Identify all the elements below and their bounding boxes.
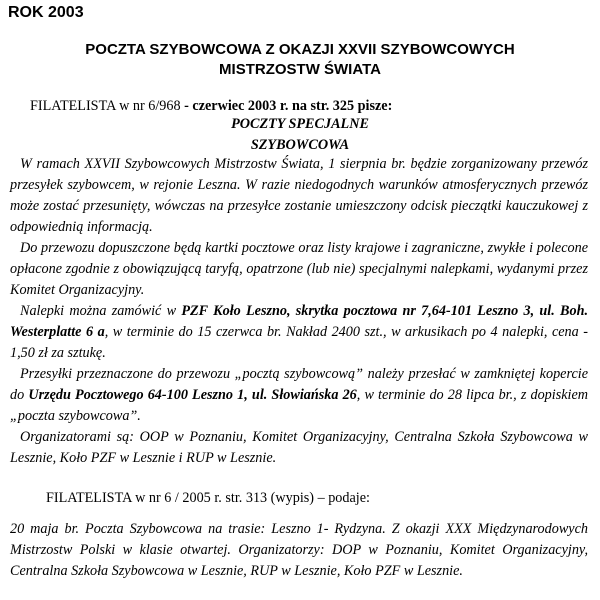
journal-name-2: FILATELISTA [46,490,132,506]
paragraph-2005: 20 maja br. Poczta Szybowcowa na trasie: Leszno 1- Rydzyna. Z okazji XXX Międzynarodowych Mistrzostw Polski w klasie otwartej. Organizatorzy: DOP w Poznaniu, Komitet Organizacyjny, Centralna Szkoła Szybowcowa w Lesznie, RUP w Lesznie, Koło PZF w Lesznie. [10,521,588,579]
title-line-2: MISTRZOSTW ŚWIATA [219,61,381,78]
paragraph-1: W ramach XXVII Szybowcowych Mistrzostw Świata, 1 sierpnia br. będzie zorganizowany przewóz przesyłek szybowcem, w rejonie Leszna. W razie niedogodnych warunków atmosferycznych przewóz może zostać przesunięty, wówczas na przesyłce zostanie umieszczony odcisk pieczątki kauczukowej z odpowiednią informacją. [10,156,588,235]
title-line-1: POCZTA SZYBOWCOWA Z OKAZJI XXVII SZYBOWCOWYCH [85,41,515,58]
paragraph-3-tail: , w terminie do 15 czerwca br. Nakład 2400 szt., w arkusikach po 4 nalepki, cena - 1,50 zł za sztukę. [10,324,588,361]
year-heading: ROK 2003 [8,4,84,21]
paragraph-4-tail: , w terminie do 28 lipca br., z dopiskiem „poczta szybowcowa”. [10,387,589,424]
source-citation-2 [46,488,370,509]
issue-ref: w nr 6/968 [115,98,185,114]
journal-name: FILATELISTA [30,98,116,114]
paragraph-4 [10,364,588,427]
paragraph-3-address: PZF Koło Leszno, skrytka pocztowa nr 7,64-101 Leszno 3, ul. Boh. Westerplatte 6 a [10,303,589,340]
subtitle-line-1: POCZTY SPECJALNE [231,116,369,132]
paragraph-4-address: Urzędu Pocztowego 64-100 Leszno 1, ul. Słowiańska 26 [28,387,357,403]
paragraph-3 [10,301,588,364]
issue-date-ref: - czerwiec 2003 r. na str. 325 pisze: [184,98,393,114]
subtitle-line-2: SZYBOWCOWA [250,137,350,153]
paragraph-2: Do przewozu dopuszczone będą kartki pocztowe oraz listy krajowe i zagraniczne, zwykłe i polecone opłacone zgodnie z obowiązującą taryfą, opatrzone (lub nie) specjalnymi nalepkami, wydanymi przez Komitet Organizacyjny. [10,240,588,298]
paragraph-5: Organizatorami są: OOP w Poznaniu, Komitet Organizacyjny, Centralna Szkoła Szybowcowa w Lesznie, Koło PZF w Lesznie i RUP w Lesznie. [10,429,588,466]
article-body [10,154,588,469]
paragraph-3-text: Nalepki można zamówić w [20,303,182,319]
issue-ref-2: w nr 6 / 2005 r. str. 313 (wypis) – podaje: [131,490,370,506]
paragraph-4-text: Przesyłki przeznaczone do przewozu „pocztą szybowcową” należy przesłać w zamkniętej kopercie do [10,366,588,403]
document-title [20,40,580,80]
